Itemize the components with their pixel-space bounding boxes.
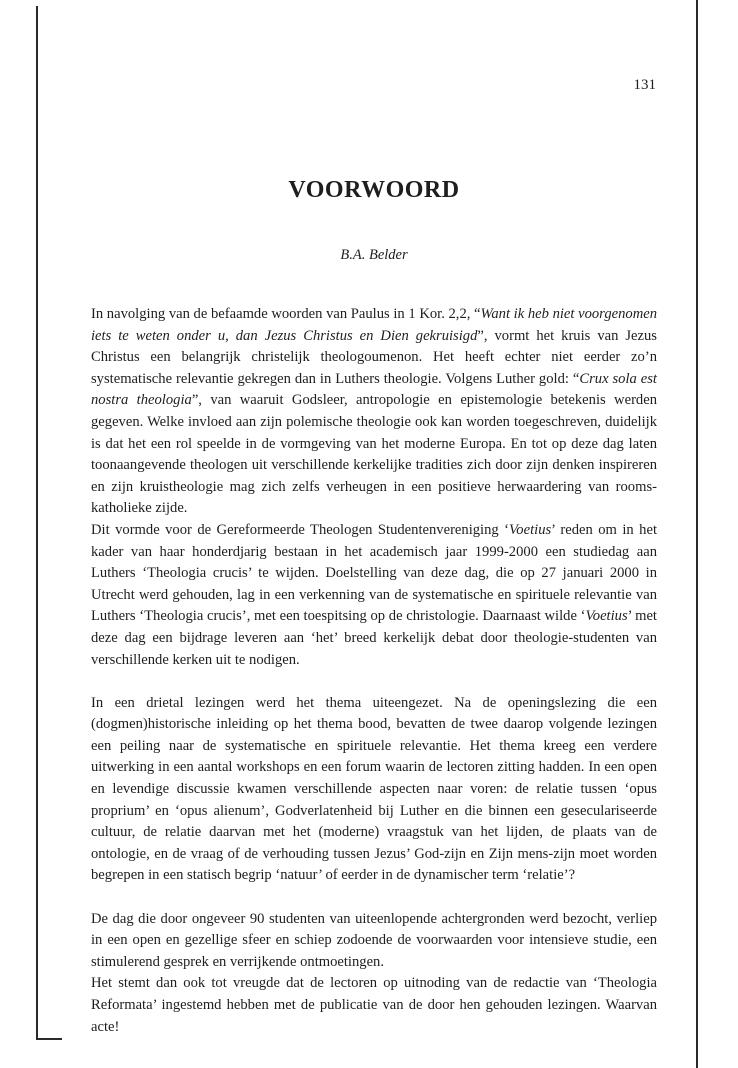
paragraph bbox=[91, 304, 657, 520]
paragraph bbox=[91, 973, 657, 1038]
text-run: ’ met deze dag een bijdrage leveren aan ‘het’ breed kerkelijk debat door theologie-studenten van verschillende kerken uit te nodigen. bbox=[91, 608, 657, 668]
author-byline: B.A. Belder bbox=[340, 247, 408, 263]
italic-text: Voetius bbox=[585, 608, 628, 625]
text-run: In een drietal lezingen werd het thema uiteengezet. Na de openingslezing die een (dogmen)historische inleiding op het thema bood, bevatten de twee daarop volgende lezingen een peiling naar de systematische en spirituele relevantie. Het thema kreeg een verdere uitwerking in een aantal workshops en een forum waarin de lectoren zitting hadden. In een open en levendige discussie kwamen verschillende aspecten naar voren: de relatie tussen ‘opus proprium’ en ‘opus alienum’, Godverlatenheid bij Luther en die binnen een geseculariseerde cultuur, de relatie daarvan met het (moderne) vraagstuk van het lijden, de plaats van de ontologie, en de vraag of de verhouding tussen Jezus’ God-zijn en Zijn mens-zijn moet worden begrepen in een statisch begrip ‘natuur’ of eerder in de dynamischer term ‘relatie’? bbox=[91, 694, 657, 884]
text-run: ”, vormt het kruis van Jezus Christus een belangrijk christelijk theologoumenon. Het heeft echter niet eerder zo’n systematische relevantie gekregen dan in Luthers theologie. Volgens Luther gold: “ bbox=[91, 327, 657, 387]
text-run: In navolging van de befaamde woorden van Paulus in 1 Kor. 2,2, “ bbox=[91, 306, 481, 322]
bottom-corner-rule bbox=[36, 1038, 62, 1040]
body-text bbox=[91, 304, 657, 1038]
text-run: De dag die door ongeveer 90 studenten van uiteenlopende achtergronden werd bezocht, verliep in een open en gezellige sfeer en schiep zodoende de voorwaarden voor intensieve studie, een stimulerend gesprek en verrijkende ontmoetingen. bbox=[91, 910, 657, 970]
left-margin-rule bbox=[36, 6, 38, 1040]
paragraph bbox=[91, 693, 657, 887]
paragraph bbox=[91, 909, 657, 974]
paragraph bbox=[91, 520, 657, 671]
text-run: ”, van waaruit Godsleer, antropologie en epistemologie betekenis werden gegeven. Welke invloed aan zijn polemische theologie ook kan worden toegeschreven, duidelijk is dat het een rol speelde in de vormgeving van het moderne Europa. En tot op deze dag laten toonaangevende theologen uit verschillende kerkelijke tradities zich door zijn denken inspireren en zijn kruistheologie mag zich zelfs verheugen in een positieve herwaardering van rooms-katholieke zijde. bbox=[91, 392, 657, 517]
right-margin-rule bbox=[696, 0, 698, 1068]
text-run: Dit vormde voor de Gereformeerde Theologen Studentenvereniging ‘ bbox=[91, 521, 510, 538]
text-run: ’ reden om in het kader van haar honderdjarig bestaan in het academisch jaar 1999-2000 een studiedag aan Luthers ‘Theologia crucis’ te wijden. Doelstelling van deze dag, die op 27 januari 2000 in Utrecht werd gehouden, lag in een verkenning van de systematische en spirituele relevantie van Luthers ‘Theologia crucis’, met een toespitsing op de christologie. Daarnaast wilde ‘ bbox=[91, 521, 657, 625]
italic-text: Want ik heb niet voorgenomen iets te weten onder u, dan Jezus Christus en Dien gekruisigd bbox=[91, 306, 658, 344]
italic-text: Voetius bbox=[509, 521, 552, 538]
text-run: Het stemt dan ook tot vreugde dat de lectoren op uitnoding van de redactie van ‘Theologia Reformata’ ingestemd hebben met de publicatie van de door hen gehouden lezingen. Waarvan acte! bbox=[91, 975, 657, 1035]
page-title: VOORWOORD bbox=[288, 177, 460, 203]
page-number: 131 bbox=[633, 77, 656, 93]
italic-text: Crux sola est nostra theologia bbox=[91, 370, 657, 409]
